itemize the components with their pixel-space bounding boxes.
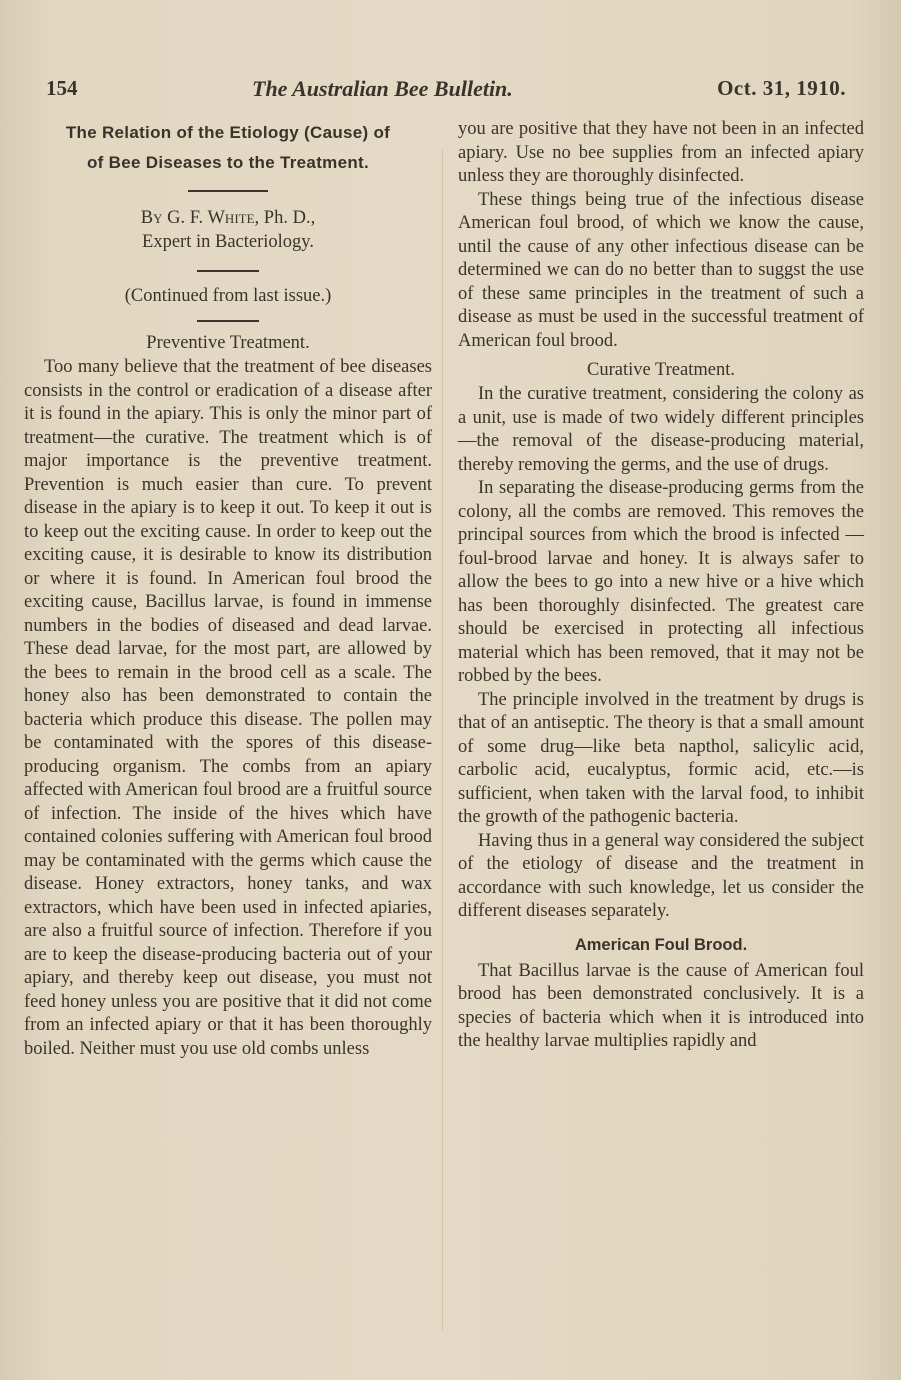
paragraph-continuation: you are positive that they have not been in an infected apiary. Use no bee supplies from an infected apiary unless they are thoroughly disinfected.	[458, 119, 864, 186]
paragraph: In the curative treatment, considering the colony as a unit, use is made of two widely different principles—the removal of the disease-producing material, thereby removing the germs, and the use of drugs.	[458, 384, 864, 475]
article-title	[24, 118, 432, 178]
section-heading-curative: Curative Treatment.	[587, 360, 735, 380]
paragraph: Having thus in a general way considered the subject of the etiology of disease and the treatment in accordance with such knowledge, let us consider the different diseases separately.	[458, 830, 864, 921]
section-heading-preventive: Preventive Treatment.	[146, 333, 310, 353]
article-title-line2: of Bee Diseases to the Treatment.	[87, 153, 369, 172]
column-left	[24, 118, 432, 1061]
issue-date: Oct. 31, 1910.	[717, 76, 846, 100]
author-name: G. F. White	[167, 208, 255, 228]
byline-prefix: By	[140, 208, 168, 228]
journal-title: The Australian Bee Bulletin.	[252, 76, 513, 101]
divider-rule	[197, 320, 259, 322]
continued-note: (Continued from last issue.)	[124, 286, 332, 306]
column-right	[458, 118, 864, 1054]
author-degree: , Ph. D.,	[254, 208, 316, 228]
author-role: Expert in Bacteriology.	[142, 232, 314, 252]
paragraph: These things being true of the infectious disease American foul brood, of which we know the cause, until the cause of any other infectious disease can be determined we can do no better than to suggst the use of these same principles in the treatment of such a disease as must be used in the successful treatment of American foul brood.	[458, 189, 864, 351]
column-divider	[442, 150, 443, 1330]
page-header	[46, 72, 846, 108]
paragraph: Too many believe that the treatment of bee diseases consists in the control or eradication of a disease after it is found in the apiary. This is only the minor part of treatment—the curative. The treatment which is of major importance is the preventive treatment. Prevention is much easier than cure. To prevent disease in the apiary is to keep it out. To keep it out is to keep out the exciting cause. In order to keep out the exciting cause, it is desirable to know its distribution or where it is found. In American foul brood the exciting cause, Bacillus larvae, is found in immense numbers in the bodies of diseased and dead larvae. These dead larvae, for the most part, are allowed by the bees to remain in the brood cell as a scale. The honey also has been demonstrated to contain the bacteria which produce this disease. The pollen may be contaminated with the spores of this disease-producing organism. The combs from an apiary affected with American foul brood are a fruitful source of infection. The inside of the hives which have contained colonies suffering with American foul brood may be contaminated with the germs which cause the disease. Honey extractors, honey tanks, and wax extractors, which have been used in infected apiaries, are also a fruitful source of infection. Therefore if you are to keep the disease-producing bacteria out of your apiary, and thereby keep out disease, you must not feed honey unless you are positive that it did not come from an infected apiary or that it has been thoroughly boiled. Neither must you use old combs unless	[24, 357, 432, 1059]
paragraph: In separating the disease-producing germs from the colony, all the combs are removed. This removes the principal sources from which the brood is infected —foul-brood larvae and honey. It is always safer to allow the bees to go into a new hive or a hive which has been thoroughly disinfected. The greatest care should be exercised in protecting all infectious material which has been removed, that it may not be robbed by the bees.	[458, 478, 864, 686]
page-number: 154	[46, 76, 78, 100]
byline	[24, 206, 432, 230]
paragraph: The principle involved in the treatment by drugs is that of an antiseptic. The theory is that a small amount of some drug—like beta napthol, salicylic acid, carbolic acid, eucalyptus, formic acid, etc.—is sufficient, when taken with the larval food, to inhibit the growth of the pathogenic bacteria.	[458, 689, 864, 827]
paragraph: That Bacillus larvae is the cause of American foul brood has been demonstrated conclusively. It is a species of bacteria which when it is introduced into the healthy larvae multiplies rapidly and	[458, 960, 864, 1051]
divider-rule	[188, 190, 268, 192]
divider-rule	[197, 270, 259, 272]
section-heading-american-foul-brood: American Foul Brood.	[574, 935, 748, 954]
article-title-line1: The Relation of the Etiology (Cause) of	[65, 123, 391, 142]
